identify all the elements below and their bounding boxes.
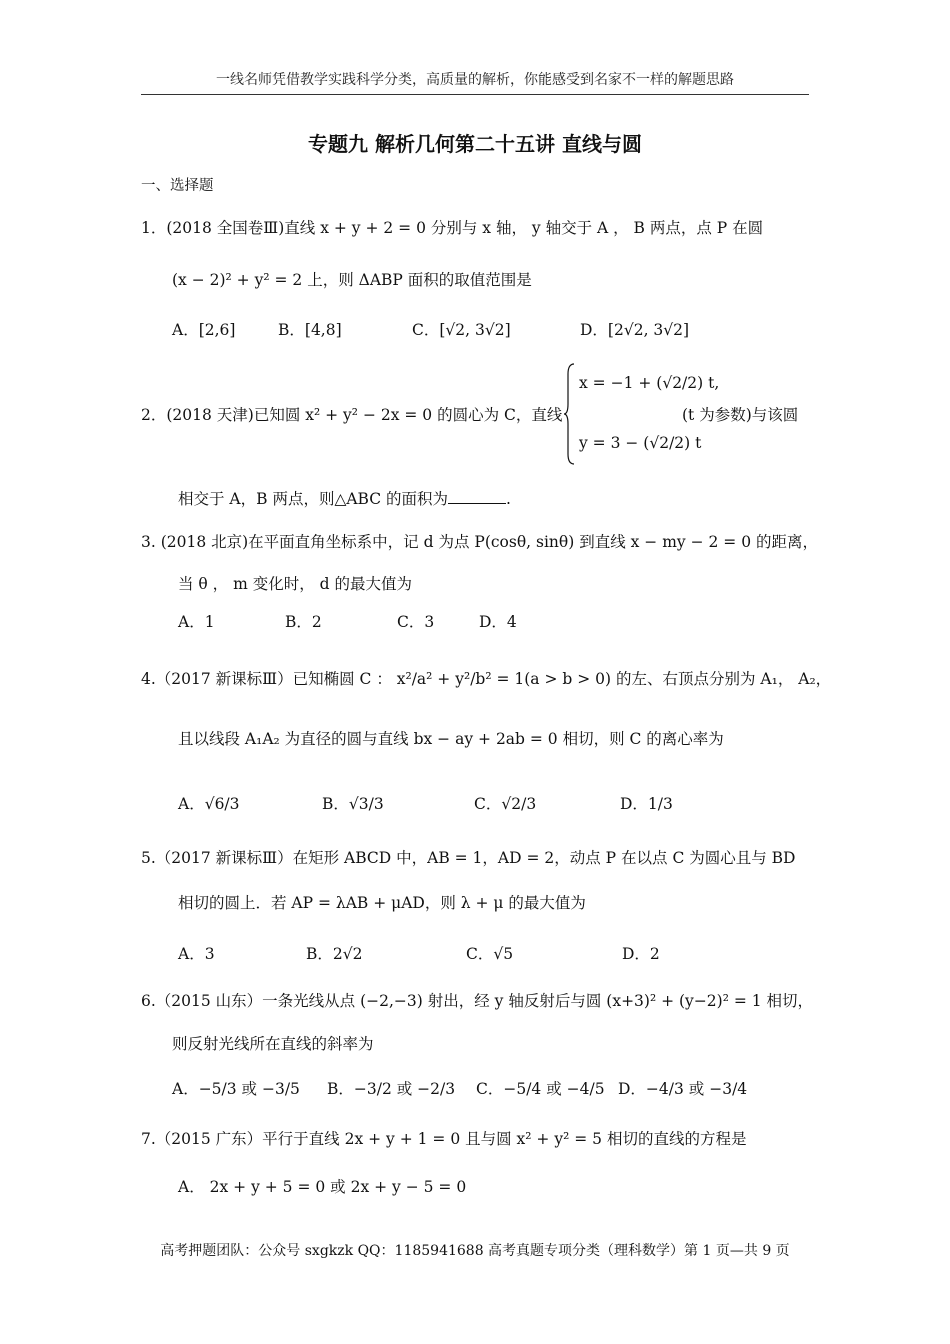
- q3-option-d: D．4: [479, 613, 517, 631]
- page-title: 专题九 解析几何第二十五讲 直线与圆: [308, 132, 642, 156]
- section-heading: 一、选择题: [141, 178, 214, 194]
- page-header-tagline: 一线名师凭借教学实践科学分类，高质量的解析，你能感受到名家不一样的解题思路: [216, 72, 734, 88]
- header-divider: [141, 94, 809, 95]
- q4-line2: 且以线段 A₁A₂ 为直径的圆与直线 bx − ay + 2ab = 0 相切，则 C 的离心率为: [178, 730, 724, 748]
- q5-line1: 5.（2017 新课标Ⅲ）在矩形 ABCD 中，AB = 1，AD = 2，动点 P 在以点 C 为圆心且与 BD: [141, 849, 796, 867]
- q1-line1: 1．(2018 全国卷Ⅲ)直线 x + y + 2 = 0 分别与 x 轴， y 轴交于 A ， B 两点，点 P 在圆: [141, 219, 764, 237]
- q4-option-c: C．√2/3: [474, 795, 537, 813]
- q2-line2: [178, 487, 511, 509]
- q6-option-d: D．−4/3 或 −3/4: [618, 1080, 748, 1098]
- q1-line2: (x − 2)² + y² = 2 上，则 ΔABP 面积的取值范围是: [172, 271, 532, 289]
- q4-line1: 4.（2017 新课标Ⅲ）已知椭圆 C ： x²/a² + y²/b² = 1(a > b > 0) 的左、右顶点分别为 A₁， A₂，: [141, 670, 832, 688]
- q3-option-a: A．1: [178, 613, 215, 631]
- q3-line2: 当 θ ， m 变化时， d 的最大值为: [178, 575, 413, 593]
- q5-line2: 相切的圆上．若 AP = λAB + μAD，则 λ + μ 的最大值为: [178, 894, 586, 912]
- q6-option-a: A．−5/3 或 −3/5: [172, 1080, 300, 1098]
- q1-option-d: D．[2√2, 3√2]: [580, 321, 690, 339]
- q1-option-c: C．[√2, 3√2]: [412, 321, 511, 339]
- q4-option-a: A．√6/3: [178, 795, 240, 813]
- q6-line2: 则反射光线所在直线的斜率为: [172, 1035, 374, 1053]
- q2-system-eq1: x = −1 + (√2/2) t,: [579, 374, 720, 392]
- page-footer: 高考押题团队：公众号 sxgkzk QQ：1185941688 高考真题专项分类（理科数学）第 1 页—共 9 页: [160, 1243, 790, 1259]
- q3-line1: 3. (2018 北京)在平面直角坐标系中，记 d 为点 P(cosθ, sinθ) 到直线 x − my − 2 = 0 的距离，: [141, 533, 819, 551]
- q2-system-eq2: y = 3 − (√2/2) t: [579, 434, 702, 452]
- q3-option-c: C．3: [397, 613, 435, 631]
- q5-option-a: A．3: [178, 945, 215, 963]
- q6-option-c: C．−5/4 或 −4/5: [476, 1080, 605, 1098]
- q2-line2-text: 相交于 A，B 两点，则△ABC 的面积为: [178, 490, 449, 508]
- q4-option-b: B．√3/3: [322, 795, 384, 813]
- q4-option-d: D．1/3: [620, 795, 673, 813]
- q6-line1: 6.（2015 山东）一条光线从点 (−2,−3) 射出，经 y 轴反射后与圆 (x+3)² + (y−2)² = 1 相切，: [141, 992, 814, 1010]
- q2-line2-end: .: [506, 490, 511, 508]
- q3-option-b: B．2: [285, 613, 322, 631]
- q7-line1: 7.（2015 广东）平行于直线 2x + y + 1 = 0 且与圆 x² + y² = 5 相切的直线的方程是: [141, 1130, 747, 1148]
- q2-suffix: (t 为参数)与该圆: [682, 406, 799, 424]
- q5-option-d: D．2: [622, 945, 660, 963]
- q7-option-a: A． 2x + y + 5 = 0 或 2x + y − 5 = 0: [178, 1178, 467, 1196]
- q2-system-brace: [563, 362, 575, 466]
- q5-option-c: C．√5: [466, 945, 514, 963]
- q2-answer-blank: [448, 489, 506, 504]
- q1-option-a: A．[2,6]: [172, 321, 236, 339]
- q1-option-b: B．[4,8]: [278, 321, 342, 339]
- q5-option-b: B．2√2: [306, 945, 363, 963]
- q2-prefix: 2．(2018 天津)已知圆 x² + y² − 2x = 0 的圆心为 C，直线: [141, 406, 563, 424]
- q6-option-b: B．−3/2 或 −2/3: [327, 1080, 456, 1098]
